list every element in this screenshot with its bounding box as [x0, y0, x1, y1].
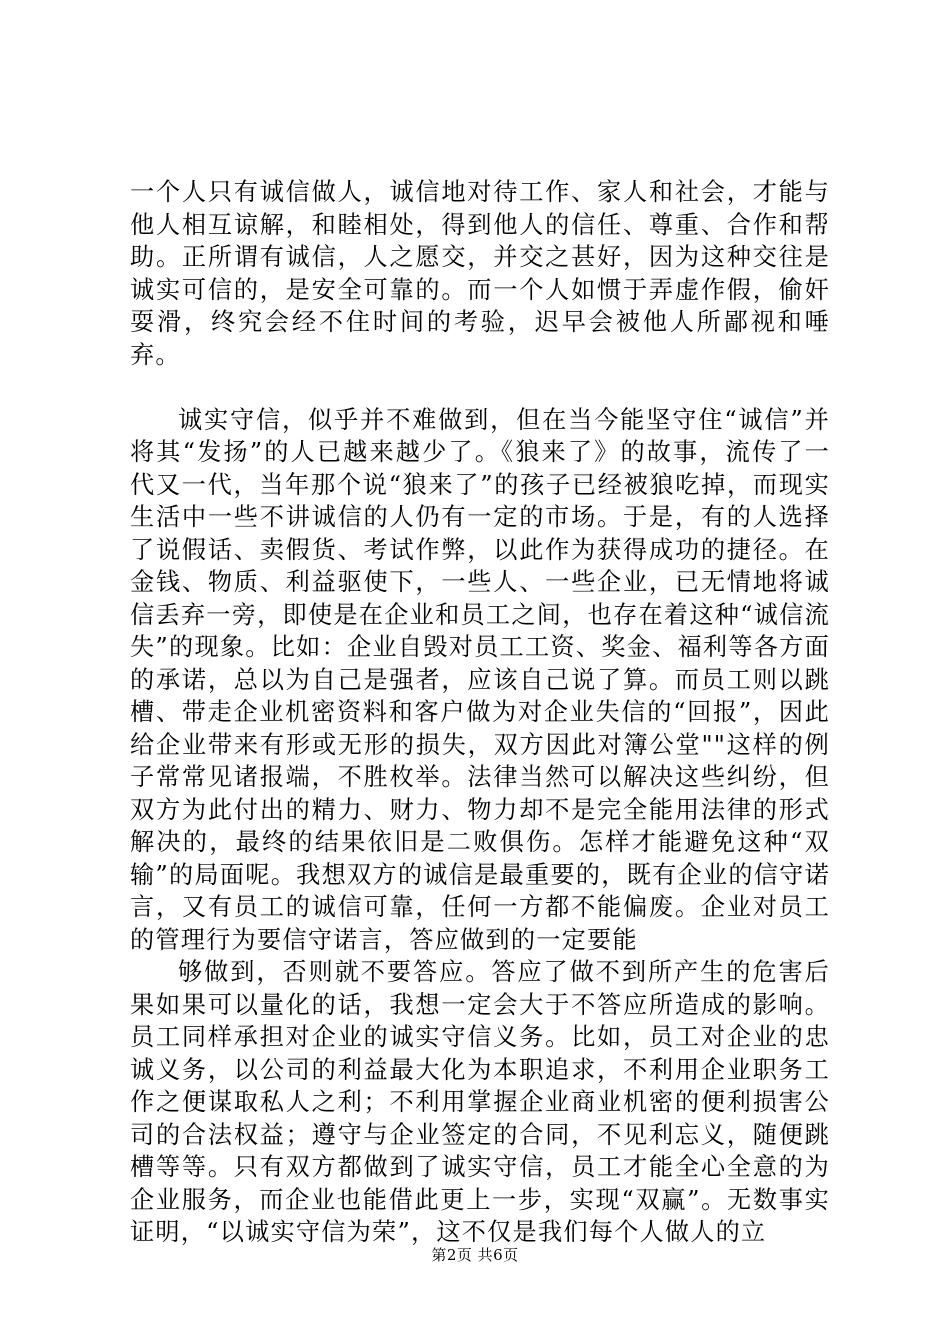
paragraph-2: 诚实守信，似乎并不难做到，但在当今能坚守住“诚信”并将其“发扬”的人已越来越少了。《狼来了》的故事，流传了一代又一代，当年那个说“狼来了”的孩子已经被狼吃掉，而现实生活中一些不讲诚信的人仍有一定的市场。于是，有的人选择了说假话、卖假货、考试作弊，以此作为获得成功的捷径。在金钱、物质、利益驱使下，一些人、一些企业，已无情地将诚信丢弃一旁，即使是在企业和员工之间，也存在着这种“诚信流失”的现象。比如：企业自毁对员工工资、奖金、福利等各方面的承诺，总以为自己是强者，应该自己说了算。而员工则以跳槽、带走企业机密资料和客户做为对企业失信的“回报”，因此给企业带来有形或无形的损失，双方因此对簿公堂""这样的例子常常见诸报端，不胜枚举。法律当然可以解决这些纠纷，但双方为此付出的精力、财力、物力却不是完全能用法律的形式解决的，最终的结果依旧是二败俱伤。怎样才能避免这种“双输”的局面呢。我想双方的诚信是最重要的，既有企业的信守诺言，又有员工的诚信可靠，任何一方都不能偏废。企业对员工的管理行为要信守诺言，答应做到的一定要能 — [130, 405, 830, 954]
paragraph-3: 够做到，否则就不要答应。答应了做不到所产生的危害后果如果可以量化的话，我想一定会大于不答应所造成的影响。员工同样承担对企业的诚实守信义务。比如，员工对企业的忠诚义务，以公司的利益最大化为本职追求，不利用企业职务工作之便谋取私人之利；不利用掌握企业商业机密的便利损害公司的合法权益；遵守与企业签定的合同，不见利忘义，随便跳槽等等。只有双方都做到了诚实守信，员工才能全心全意的为企业服务，而企业也能借此更上一步，实现“双赢”。无数事实证明，“以诚实守信为荣”，这不仅是我们每个人做人的立 — [130, 958, 830, 1246]
paragraph-gap — [130, 371, 830, 404]
page-number-footer: 第2页 共6页 — [431, 1246, 519, 1264]
document-body — [130, 176, 830, 1249]
paragraph-1: 一个人只有诚信做人，诚信地对待工作、家人和社会，才能与他人相互谅解，和睦相处，得到他人的信任、尊重、合作和帮助。正所谓有诚信，人之愿交，并交之甚好，因为这种交往是诚实可信的，是安全可靠的。而一个人如惯于弄虚作假，偷奸耍滑，终究会经不住时间的考验，迟早会被他人所鄙视和唾弃。 — [130, 178, 830, 369]
